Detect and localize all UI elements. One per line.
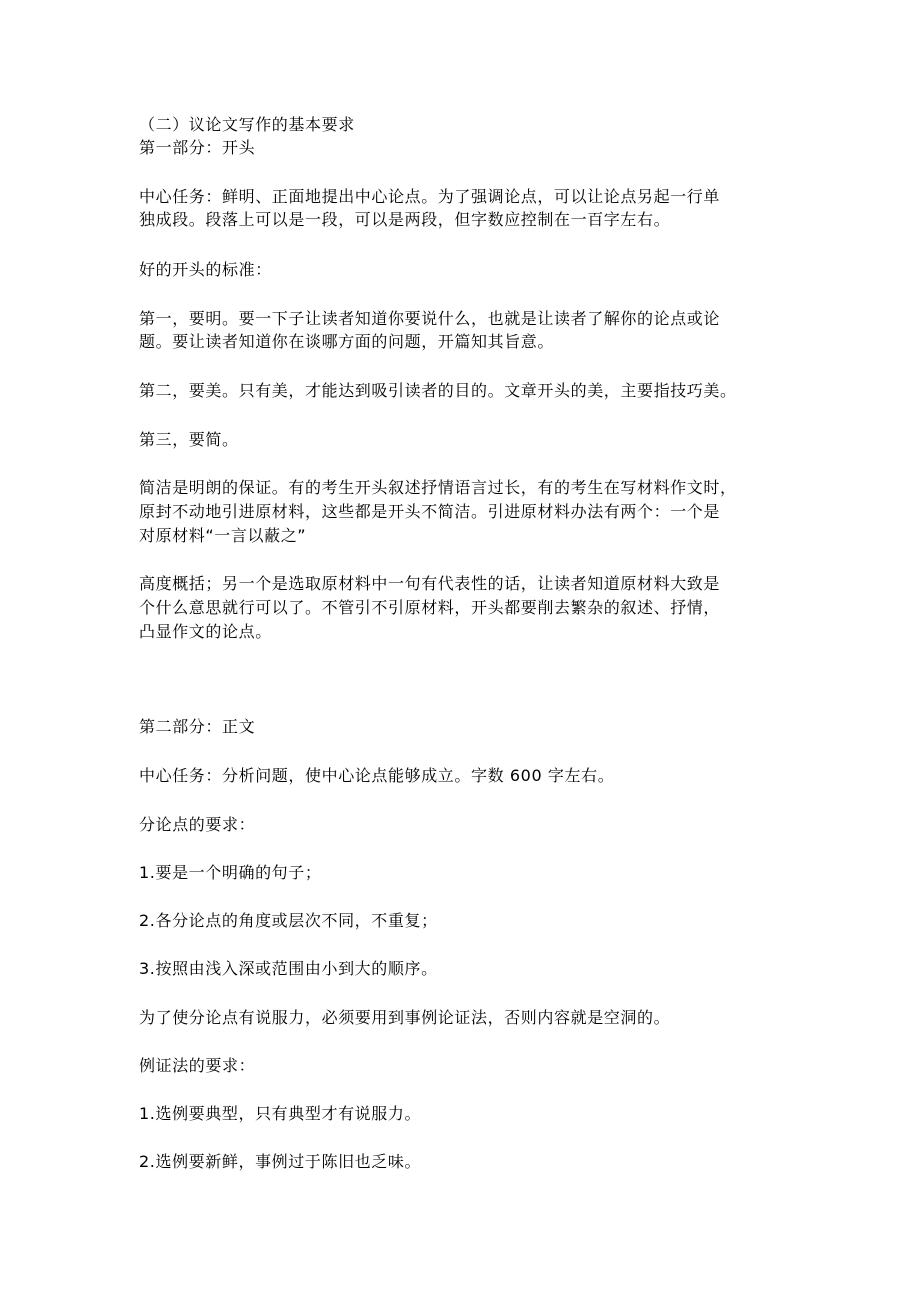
part2-sub-item-2: 2.各分论点的角度或层次不同，不重复； [139, 911, 438, 930]
part1-summary-line-2: 个什么意思就行可以了。不管引不引原材料，开头都要削去繁杂的叙述、抒情， [139, 598, 721, 617]
part1-title: 第一部分：开头 [139, 138, 256, 157]
part1-task-line-2: 独成段。段落上可以是一段，可以是两段，但字数应控制在一百字左右。 [139, 210, 671, 229]
part2-sub-item-1: 1.要是一个明确的句子； [139, 863, 322, 882]
part1-concise-line-1: 简洁是明朗的保证。有的考生开头叙述抒情语言过长，有的考生在写材料作文时， [139, 478, 737, 497]
part2-sub-title: 分论点的要求： [139, 815, 256, 834]
part1-standard-title: 好的开头的标准： [139, 260, 272, 279]
part1-task-line-1: 中心任务：鲜明、正面地提出中心论点。为了强调论点，可以让论点另起一行单 [139, 187, 721, 206]
part1-summary-line-1: 高度概括；另一个是选取原材料中一句有代表性的话，让读者知道原材料大致是 [139, 574, 721, 593]
part1-concise-line-3: 对原材料“一言以蔽之” [139, 526, 307, 545]
part1-third: 第三，要简。 [139, 430, 239, 449]
part2-task: 中心任务：分析问题，使中心论点能够成立。字数 600 字左右。 [139, 766, 615, 785]
part1-summary-line-3: 凸显作文的论点。 [139, 622, 272, 641]
part2-example-title: 例证法的要求： [139, 1056, 256, 1075]
part1-concise-line-2: 原封不动地引进原材料，这些都是开头不简洁。引进原材料办法有两个：一个是 [139, 502, 721, 521]
part1-first-line-2: 题。要让读者知道你在谈哪方面的问题，开篇知其旨意。 [139, 332, 555, 351]
part2-sub-item-3: 3.按照由浅入深或范围由小到大的顺序。 [139, 959, 438, 978]
part1-second: 第二，要美。只有美，才能达到吸引读者的目的。文章开头的美，主要指技巧美。 [139, 381, 737, 400]
part2-example-item-2: 2.选例要新鲜，事例过于陈旧也乏味。 [139, 1152, 422, 1171]
part2-persuasion: 为了使分论点有说服力，必须要用到事例论证法，否则内容就是空洞的。 [139, 1008, 671, 1027]
part2-title: 第二部分：正文 [139, 717, 256, 736]
part2-example-item-1: 1.选例要典型，只有典型才有说服力。 [139, 1104, 422, 1123]
document-heading: （二）议论文写作的基本要求 [139, 115, 355, 134]
part1-first-line-1: 第一，要明。要一下子让读者知道你要说什么，也就是让读者了解你的论点或论 [139, 309, 721, 328]
